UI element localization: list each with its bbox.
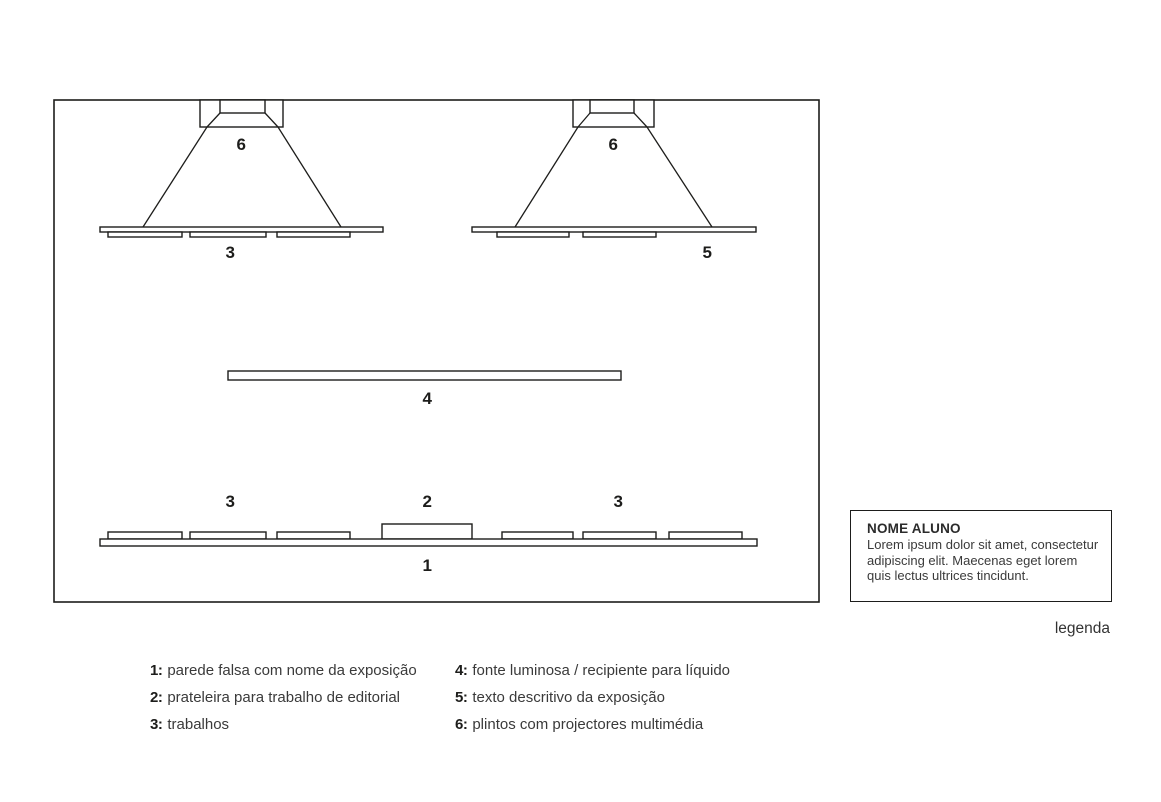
work-panel <box>108 232 182 237</box>
work-panel <box>277 232 350 237</box>
work-panel <box>190 232 266 237</box>
work-panel <box>108 532 182 539</box>
student-info-box <box>850 510 1112 602</box>
legend-item-text: texto descritivo da exposição <box>472 689 665 706</box>
light-source-bar <box>228 371 621 380</box>
legend-item-number: 4: <box>455 662 468 679</box>
label-bottom-shelf: 2 <box>422 492 432 511</box>
shelf-right-bar <box>472 227 756 232</box>
label-false-wall: 1 <box>422 556 432 575</box>
label-bottom-right-works: 3 <box>613 492 623 511</box>
legenda-caption: legenda <box>1054 620 1110 637</box>
label-shelf-left: 3 <box>225 243 235 262</box>
legend-item-4 <box>455 663 730 678</box>
legend-item-number: 1: <box>150 662 163 679</box>
work-panel <box>502 532 573 539</box>
legend-item-number: 5: <box>455 689 468 706</box>
legend-item-text: trabalhos <box>167 716 230 733</box>
editorial-shelf-box <box>382 524 472 539</box>
legend-item-number: 2: <box>150 689 163 706</box>
label-shelf-right: 5 <box>702 243 712 262</box>
legend-column-left <box>150 663 417 744</box>
legend-item-text: plintos com projectores multimédia <box>472 716 704 733</box>
work-panel <box>583 532 656 539</box>
legend-item-6 <box>455 717 730 732</box>
projector-lens-left <box>220 100 265 113</box>
projector-lens-right <box>590 100 634 113</box>
text-panel <box>583 232 656 237</box>
student-description: Lorem ipsum dolor sit amet, consectetur adipiscing elit. Maecenas eget lorem quis lectus ultrices tincidunt. <box>867 537 1099 583</box>
label-bottom-left-works: 3 <box>225 492 235 511</box>
legend-item-5 <box>455 690 730 705</box>
legend-item-text: prateleira para trabalho de editorial <box>167 689 400 706</box>
text-panel <box>497 232 569 237</box>
legend-item-1 <box>150 663 417 678</box>
label-middle-bar: 4 <box>422 389 432 408</box>
legend-item-text: fonte luminosa / recipiente para líquido <box>472 662 731 679</box>
label-projector-right: 6 <box>608 135 618 154</box>
work-panel <box>277 532 350 539</box>
legend-item-number: 3: <box>150 716 163 733</box>
legend-item-2 <box>150 690 417 705</box>
shelf-left-bar <box>100 227 383 232</box>
legend-item-text: parede falsa com nome da exposição <box>167 662 417 679</box>
legend-item-3 <box>150 717 417 732</box>
legend-item-number: 6: <box>455 716 468 733</box>
legend-column-right <box>455 663 730 744</box>
work-panel <box>190 532 266 539</box>
label-projector-left: 6 <box>236 135 246 154</box>
student-name-title: NOME ALUNO <box>867 521 961 536</box>
work-panel <box>669 532 742 539</box>
false-wall-bar <box>100 539 757 546</box>
